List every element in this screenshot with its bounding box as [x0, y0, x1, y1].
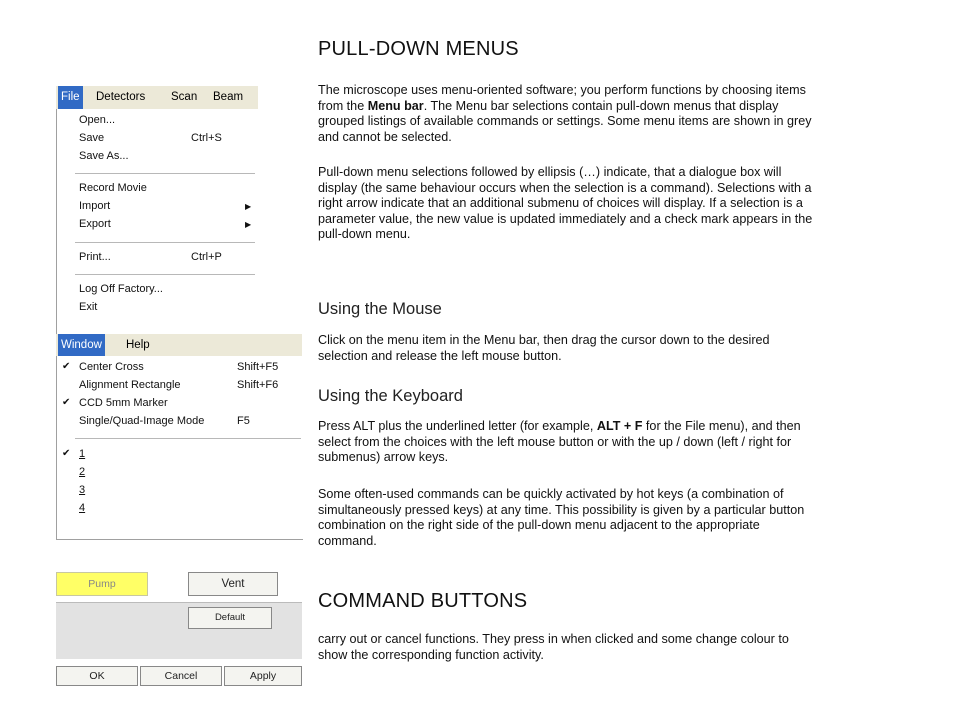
paragraph-command-buttons: carry out or cancel functions. They press in when clicked and some change colour to show the corresponding function activity.: [318, 632, 789, 662]
paragraph-keyboard: [318, 419, 814, 466]
menu-item-log-off[interactable]: Log Off Factory...: [79, 283, 163, 295]
menu-item-window-3[interactable]: 3: [79, 484, 86, 496]
menu-item-open[interactable]: Open...: [79, 114, 116, 126]
check-icon: ✔: [62, 397, 71, 408]
menu-item-exit[interactable]: Exit: [79, 301, 98, 313]
paragraph-hotkeys: Some often-used commands can be quickly activated by hot keys (a combination of simultaneously pressed keys) at any time. This possibility is given by a particular button combination on the right side of the pull-down menu adjacent to the appropriate command.: [318, 487, 805, 548]
menu-separator: [75, 274, 255, 275]
intro-text-a: The microscope uses menu-oriented software; you perform functions by choosing items from the: [318, 83, 806, 113]
menu-scan[interactable]: Scan: [171, 91, 198, 103]
menu-item-center-cross[interactable]: Center Cross: [79, 361, 144, 373]
command-buttons-illustration: [56, 570, 302, 688]
menu-separator: [75, 438, 301, 439]
heading-using-keyboard: Using the Keyboard: [318, 387, 463, 405]
vent-button[interactable]: Vent: [188, 572, 278, 596]
intro-bold: Menu bar: [367, 98, 424, 113]
menu-file[interactable]: File: [58, 86, 83, 109]
submenu-arrow-icon: ▶: [245, 220, 252, 229]
menu-item-ccd-marker[interactable]: CCD 5mm Marker: [79, 397, 168, 409]
print-shortcut: Ctrl+P: [191, 251, 222, 263]
menu-item-print[interactable]: Print...: [79, 251, 111, 263]
single-quad-shortcut: F5: [237, 415, 250, 427]
pump-button[interactable]: Pump: [56, 572, 148, 596]
menu-item-export[interactable]: Export: [79, 218, 111, 230]
menu-detectors[interactable]: Detectors: [96, 91, 146, 103]
heading-command-buttons: COMMAND BUTTONS: [318, 590, 528, 612]
check-icon: ✔: [62, 448, 71, 459]
menu-item-save-as[interactable]: Save As...: [79, 150, 129, 162]
kb-text-a: Press ALT plus the underlined letter (for example,: [318, 419, 597, 433]
paragraph-mouse: Click on the menu item in the Menu bar, then drag the cursor down to the desired selection and release the left mouse button.: [318, 333, 770, 363]
menu-item-alignment-rectangle[interactable]: Alignment Rectangle: [79, 379, 181, 391]
menu-item-record-movie[interactable]: Record Movie: [79, 182, 147, 194]
menu-beam[interactable]: Beam: [213, 91, 244, 103]
check-icon: ✔: [62, 361, 71, 372]
dialog-panel: [56, 602, 302, 659]
menu-bar-window: [56, 334, 302, 356]
file-dropdown: [56, 109, 259, 335]
heading-using-mouse: Using the Mouse: [318, 300, 442, 318]
menu-item-single-quad[interactable]: Single/Quad-Image Mode: [79, 415, 205, 427]
menu-separator: [75, 173, 255, 174]
save-shortcut: Ctrl+S: [191, 132, 222, 144]
menu-item-window-4[interactable]: 4: [79, 502, 86, 514]
menu-window[interactable]: Window: [58, 334, 105, 356]
submenu-arrow-icon: ▶: [245, 202, 252, 211]
paragraph-intro: [318, 83, 814, 145]
ok-button[interactable]: OK: [56, 666, 138, 686]
heading-pull-down-menus: PULL-DOWN MENUS: [318, 38, 519, 60]
menu-item-window-1[interactable]: 1: [79, 448, 86, 460]
menu-bar-file: [56, 86, 258, 109]
window-dropdown: [56, 356, 303, 540]
cancel-button[interactable]: Cancel: [140, 666, 222, 686]
alignment-rectangle-shortcut: Shift+F6: [237, 379, 279, 391]
menu-item-save[interactable]: Save: [79, 132, 105, 144]
menu-separator: [75, 242, 255, 243]
menu-item-import[interactable]: Import: [79, 200, 111, 212]
paragraph-ellipsis: Pull-down menu selections followed by ellipsis (…) indicate, that a dialogue box will display (the same behaviour occurs when the selection is a command). Selections with a right arrow indicate that an additional submenu of choices will display. If a selection is a parameter value, the new value is updated immediately and a check mark appears in the pull-down menu.: [318, 165, 813, 241]
default-button[interactable]: Default: [188, 607, 272, 629]
kb-text-b: for the File menu), and then select from the choices with the left mouse button or with the up / down (left / right for submenus) arrow keys.: [318, 419, 801, 464]
center-cross-shortcut: Shift+F5: [237, 361, 279, 373]
menu-help[interactable]: Help: [126, 339, 150, 351]
menu-item-window-2[interactable]: 2: [79, 466, 86, 478]
intro-text-b: . The Menu bar selections contain pull-down menus that display grouped listings of available commands or settings. Some menu items are shown in grey and cannot be selected.: [318, 98, 812, 144]
kb-bold: ALT + F: [596, 419, 643, 433]
apply-button[interactable]: Apply: [224, 666, 302, 686]
